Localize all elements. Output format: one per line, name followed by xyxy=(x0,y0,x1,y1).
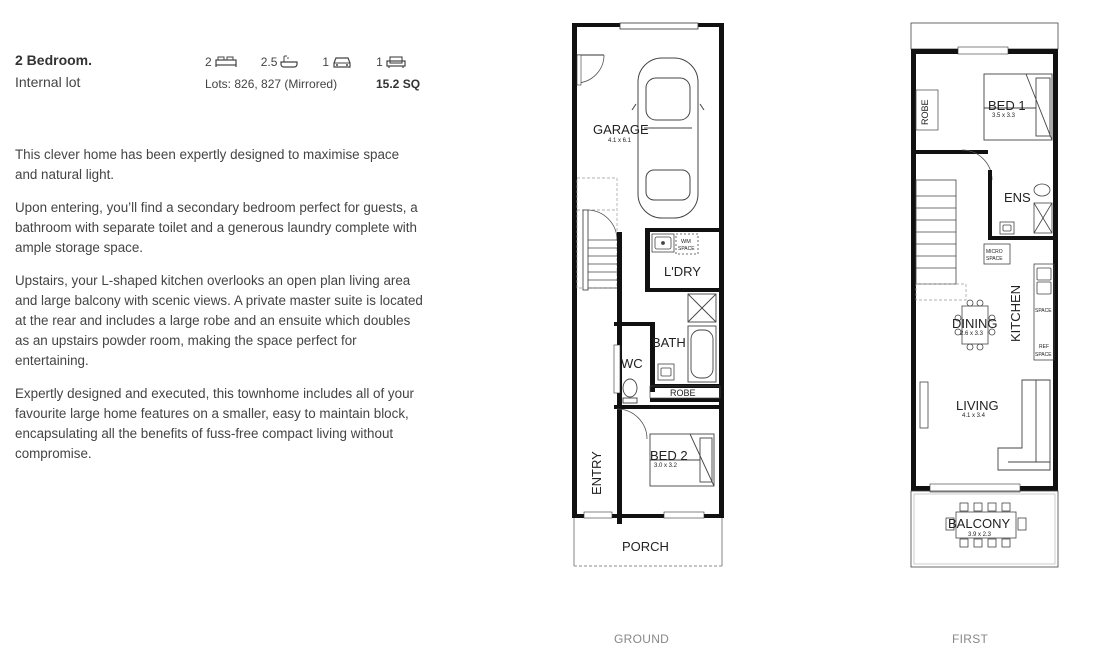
kitchen-sink xyxy=(1037,268,1051,294)
first-robe-label: ROBE xyxy=(920,99,930,125)
dining-label: DINING xyxy=(952,316,998,331)
living-dim: 4.1 x 3.4 xyxy=(962,413,986,419)
garage-dim: 4.1 x 6.1 xyxy=(608,138,632,144)
bed1-dim: 3.5 x 3.3 xyxy=(992,113,1016,119)
first-wall-left xyxy=(911,49,916,489)
ensuite-label: ENS xyxy=(1004,190,1031,205)
bathroom-count: 2.5 xyxy=(260,55,278,69)
entry-label: ENTRY xyxy=(589,451,604,495)
car-outline xyxy=(632,58,704,218)
bathtub xyxy=(688,294,716,382)
stair-treads xyxy=(588,240,617,288)
bed1-label: BED 1 xyxy=(988,98,1026,113)
ground-floor-plan xyxy=(572,23,724,566)
description-paragraph: Upon entering, you’ll find a secondary bedroom perfect for guests, a bathroom with separate toilet and a generous laundry complete with ample storage space. xyxy=(15,200,418,255)
living-label: LIVING xyxy=(956,398,999,413)
balcony-dim: 3.9 x 2.3 xyxy=(968,532,992,538)
ground-wall-left xyxy=(572,23,577,518)
kitchen-space-label: SPACE xyxy=(1035,308,1052,314)
bed2-label: BED 2 xyxy=(650,448,688,463)
bath-vanity xyxy=(658,364,674,380)
wc-label: WC xyxy=(621,356,643,371)
kitchen-label: KITCHEN xyxy=(1008,284,1023,342)
toilet xyxy=(623,379,637,403)
bath-label: BATH xyxy=(652,335,686,350)
description-paragraph: Expertly designed and executed, this townhome includes all of your favourite large home features on a smaller, easy to maintain block, encapsulating all the benefits of fuss-free compact living without compromise. xyxy=(15,386,414,461)
micro-label: MICRO xyxy=(986,249,1003,255)
living-count: 1 xyxy=(376,55,383,69)
description-paragraph: This clever home has been expertly designed to maximise space and natural light. xyxy=(15,147,400,182)
porch-label: PORCH xyxy=(622,539,669,554)
micro-space-label: SPACE xyxy=(986,256,1003,262)
garage-label: GARAGE xyxy=(593,122,649,137)
wm-label: WM xyxy=(681,239,691,245)
first-caption: FIRST xyxy=(952,632,989,646)
balcony-label: BALCONY xyxy=(948,516,1011,531)
home-size: 15.2 SQ xyxy=(376,77,421,91)
bed2-dim: 3.0 x 3.2 xyxy=(654,463,678,469)
garage-count: 1 xyxy=(322,55,330,69)
dining-dim: 2.6 x 3.3 xyxy=(960,331,984,337)
bedroom-count: 2 xyxy=(205,55,212,69)
sofa xyxy=(998,380,1050,470)
ground-wall-right xyxy=(719,23,724,518)
ground-caption: GROUND xyxy=(614,632,670,646)
ref-space-label: SPACE xyxy=(1035,352,1052,358)
wm-space-label: SPACE xyxy=(678,246,695,252)
lot-numbers: Lots: 826, 827 (Mirrored) xyxy=(205,77,338,91)
laundry-label: L'DRY xyxy=(664,264,701,279)
robe-label: ROBE xyxy=(670,388,696,398)
plan-subtitle: Internal lot xyxy=(15,74,81,90)
ref-label: REF xyxy=(1039,344,1049,350)
first-stairs xyxy=(916,180,956,284)
plan-title: 2 Bedroom. xyxy=(15,52,93,68)
first-floor-plan xyxy=(911,23,1058,567)
description-paragraph: Upstairs, your L-shaped kitchen overlooks an open plan living area and large balcony with scenic views. A private master suite is located at the rear and includes a large robe and an ensuite which doubles as an upstairs powder room, making the space perfect for entertaining. xyxy=(15,273,423,368)
